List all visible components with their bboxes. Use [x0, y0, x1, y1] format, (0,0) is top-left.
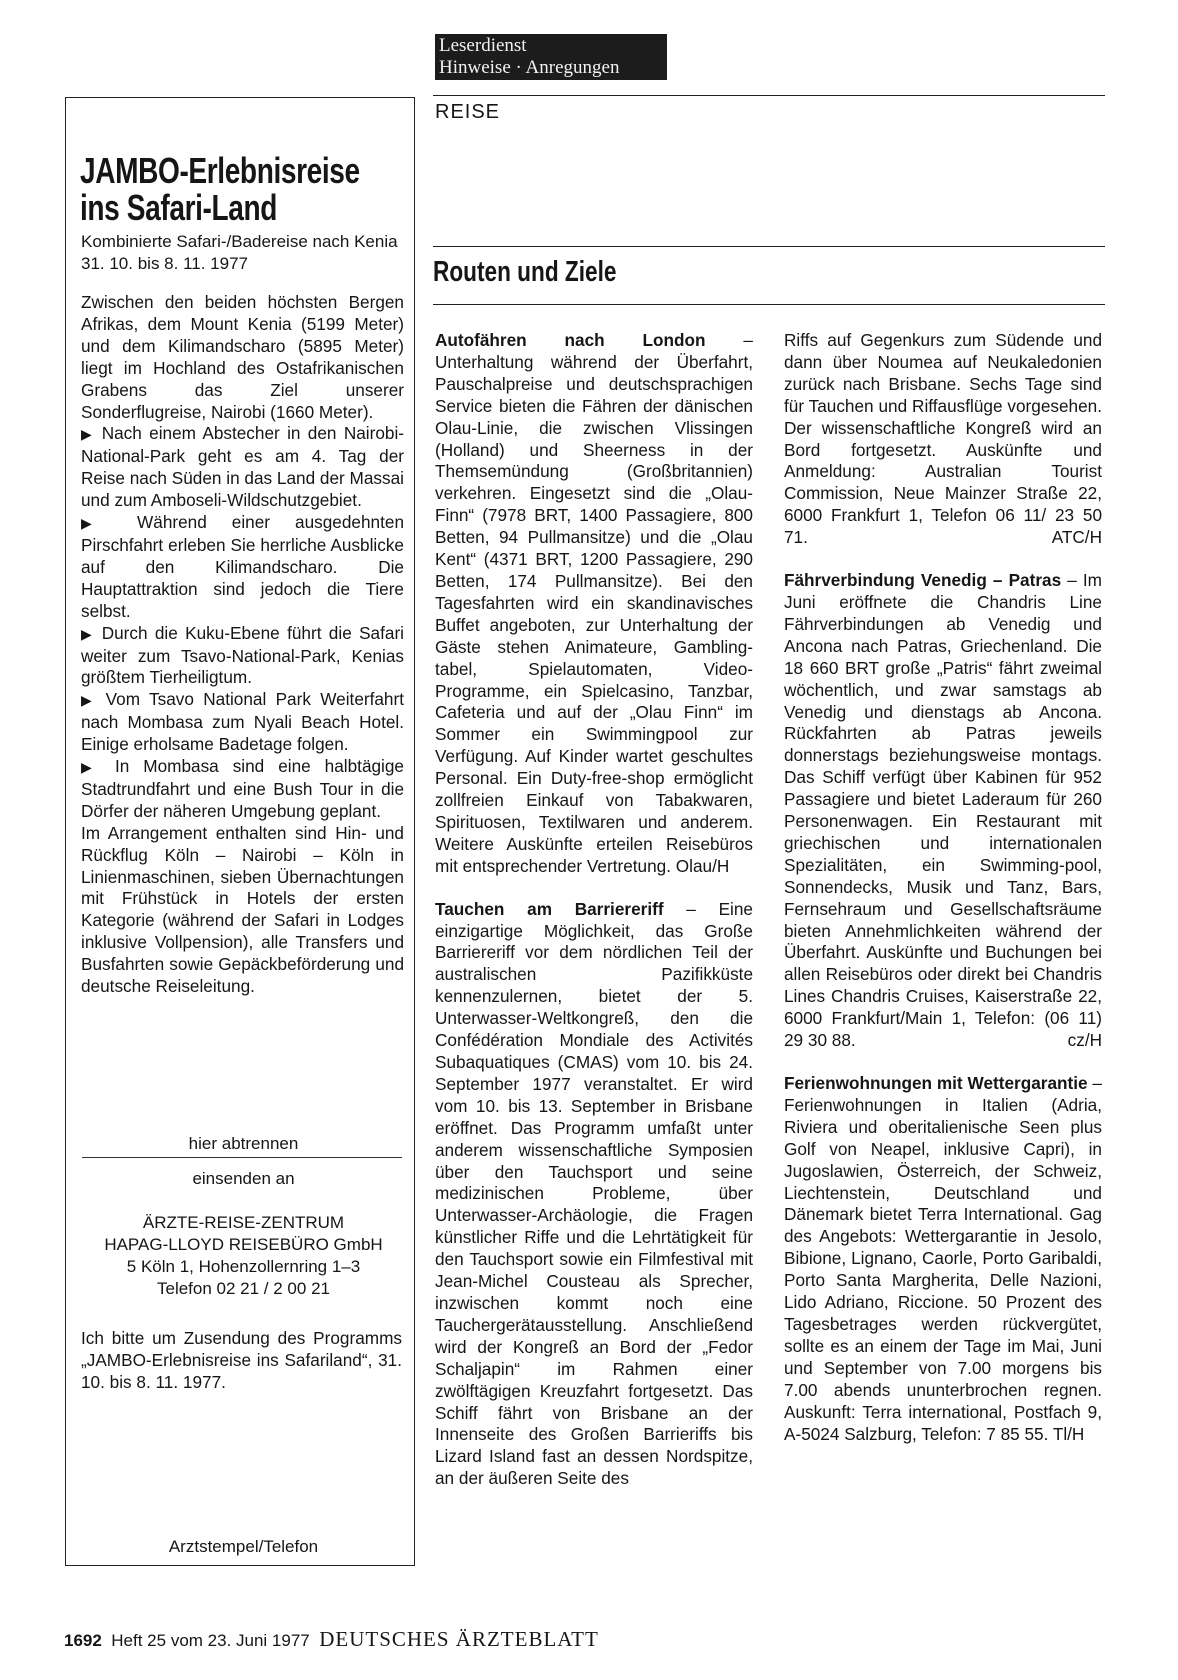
header-rule [433, 95, 1105, 96]
offer-bullet-text: Nach einem Abstecher in den Nairobi-National-Park geht es am 4. Tag der Reise nach Süden in das Land der Massai und zum Amboseli-Wildschutzgebiet. [81, 423, 404, 511]
article-tauchen-continued [784, 330, 1102, 549]
cut-line [82, 1157, 402, 1158]
section-top-rule [433, 246, 1105, 247]
article-column-2 [784, 330, 1102, 1466]
offer-arrangement: Im Arrangement enthalten sind Hin- und Rückflug Köln – Nairobi – Köln in Linienmaschinen, sieben Übernachtungen mit Frühstück in Hotels der ersten Kategorie (während der Safari in Lodges inklusive Vollpension), alle Transfers und Busfahrten sowie Gepäckbeförderung und deutsche Reiseleitung. [81, 822, 404, 997]
article-autofaehren [435, 330, 753, 878]
article-sign: cz/H [1067, 1030, 1102, 1051]
leserdienst-label-line2: Hinweise · Anregungen [439, 57, 620, 78]
section-bottom-rule [433, 304, 1105, 305]
cut-here-label: hier abtrennen [188, 1134, 299, 1153]
triangle-bullet-icon: ▶ [81, 426, 95, 443]
article-faehrverbindung [784, 570, 1102, 1052]
offer-title-line1: JAMBO-Erlebnisreise [80, 150, 360, 191]
offer-bullet [81, 512, 404, 623]
offer-title-line2: ins Safari-Land [80, 187, 277, 228]
section-label: REISE [435, 101, 501, 123]
offer-intro: Zwischen den beiden höchsten Bergen Afrikas, dem Mount Kenia (5199 Meter) und dem Kilimandscharo (5895 Meter) liegt im Hochland des Ostafrikanischen Grabens das Ziel unserer Sonderflugreise, Nairobi (1660 Meter). [81, 292, 404, 422]
journal-name: DEUTSCHES ÄRZTEBLATT [319, 1627, 599, 1651]
page-footer [64, 1627, 599, 1652]
article-heading: Fährverbindung Venedig – Patras [784, 570, 1062, 591]
offer-bullet-text: Vom Tsavo National Park Weiterfahrt nach Mombasa zum Nyali Beach Hotel. Einige erholsame Badetage folgen. [81, 689, 404, 755]
address-line: HAPAG-LLOYD REISEBÜRO GmbH [104, 1235, 383, 1254]
leserdienst-label-line1: Leserdienst [439, 35, 527, 56]
offer-bullet [81, 423, 404, 512]
offer-bullet-text: Während einer ausgedehnten Pirschfahrt erleben Sie herrliche Ausblicke auf den Kilimandscharo. Die Hauptattraktion sind jedoch die Tiere selbst. [81, 512, 404, 621]
offer-bullet [81, 689, 404, 756]
address-line: Telefon 02 21 / 2 00 21 [157, 1279, 330, 1298]
offer-title [80, 150, 360, 228]
offer-bullet-text: Durch die Kuku-Ebene führt die Safari weiter zum Tsavo-National-Park, Kenias größtem Tierheiligtum. [81, 622, 404, 688]
offer-bullet [81, 623, 404, 690]
article-text: – Im Juni eröffnete die Chandris Line Fährverbindungen ab Venedig und Ancona nach Patras, Griechenland. Die 18 660 BRT große „Patris“ fährt zweimal wöchentlich, und zwar samstags ab Venedig und dienstags ab Ancona. Rückfahrten ab Patras jeweils donnerstags beziehungsweise montags. Das Schiff verfügt über Kabinen für 952 Passagiere und bietet Laderaum für 260 Personenwagen. Ein Restaurant mit griechischen und internationalen Spezialitäten, ein Swimming-pool, Sonnendecks, Musik und Tanz, Bars, Fernsehraum und Gesellschaftsräume bieten Annehmlichkeiten während der Überfahrt. Auskünfte und Buchungen bei allen Reisebüros oder direkt bei Chandris Lines Chandris Cruises, Kaiserstraße 22, 6000 Frankfurt/Main 1, Telefon: (06 11) 29 30 88. [784, 570, 1102, 1051]
address-line: ÄRZTE-REISE-ZENTRUM [142, 1213, 345, 1232]
article-heading: Autofähren nach London [435, 330, 706, 350]
offer-body [81, 292, 404, 998]
section-title: Routen und Ziele [433, 256, 617, 288]
send-to-label: einsenden an [192, 1169, 295, 1188]
offer-bullet [81, 756, 404, 823]
article-tauchen [435, 899, 753, 1490]
article-sign: ATC/H [1051, 527, 1102, 548]
article-heading: Ferienwohnungen mit Wettergarantie [784, 1073, 1088, 1093]
article-ferienwohnungen [784, 1073, 1102, 1445]
triangle-bullet-icon: ▶ [81, 515, 113, 532]
triangle-bullet-icon: ▶ [81, 759, 101, 776]
article-text: – Ferienwohnungen in Italien (Adria, Riviera und oberitalienische Seen plus Golf von Neapel, inklusive Capri), in Jugoslawien, Österreich, der Schweiz, Liechtenstein, Deutschland und Dänemark bietet Terra International. Gag des Angebots: Wettergarantie in Jesolo, Bibione, Lignano, Caorle, Porto Garibaldi, Porto Santa Margherita, Delle Nazioni, Lido Adriano, Riccione. 50 Prozent des Tagesbetrages werden rückvergütet, sollte es an einem der Tage im Mai, Juni und September von 7.00 morgens bis 7.00 abends ununterbrochen regnen. Auskunft: Terra international, Postfach 9, A-5024 Salzburg, Telefon: 7 85 55. [784, 1073, 1102, 1444]
recipient-address [81, 1212, 406, 1300]
offer-bullet-text: In Mombasa sind eine halbtägige Stadtrundfahrt und eine Bush Tour in die Dörfer der näheren Umgebung geplant. [81, 756, 404, 821]
issue-info: Heft 25 vom 23. Juni 1977 [111, 1631, 310, 1650]
article-text: – Eine einzigartige Möglichkeit, das Große Barriereriff vor dem nördlichen Teil der australischen Pazifikküste kennenzulernen, bietet der 5. Unterwasser-Weltkongreß, den die Confédération Mondiale des Activités Subaquatiques (CMAS) vom 10. bis 24. September 1977 veranstaltet. Er wird vom 10. bis 13. September in Brisbane eröffnet. Das Programm umfaßt unter anderem wissenschaftliche Symposien über den Tauchsport und seine medizinischen Probleme, über Unterwasser-Archäologie, die Fragen künstlicher Riffe und die Lehrtätigkeit für den Tauchsport sowie ein Filmfestival mit Jean-Michel Cousteau als Sprecher, inzwischen kommt noch eine Tauchergerätausstellung. Anschließend wird der Kongreß an Bord der „Fedor Schaljapin“ im Rahmen einer zwölftägigen Kreuzfahrt fortgesetzt. Das Schiff fährt von Brisbane an der Innenseite des Großen Barrieriffs bis Lizard Island fast an dessen Nordspitze, an der äußeren Seite des [435, 898, 753, 1489]
article-sign: Olau/H [675, 855, 730, 876]
article-column-1 [435, 330, 753, 1511]
offer-subtitle: Kombinierte Safari-/Badereise nach Kenia 31. 10. bis 8. 11. 1977 [81, 232, 398, 273]
triangle-bullet-icon: ▶ [81, 692, 97, 709]
leserdienst-label [435, 34, 667, 80]
triangle-bullet-icon: ▶ [81, 625, 95, 642]
article-text: – Unterhaltung während der Überfahrt, Pauschalpreise und deutschsprachigen Service bieten die Fähren der dänischen Olau-Linie, die zwischen Vlissingen (Holland) und Sheerness in der Themsemündung (Großbritannien) verkehren. Eingesetzt sind die „Olau-Finn“ (7978 BRT, 1400 Passagiere, 800 Betten, 94 Pullmansitze) und die „Olau Kent“ (4371 BRT, 1200 Passagiere, 290 Betten, 174 Pullmansitze). Bei den Tagesfahrten wird ein skandinavisches Buffet angeboten, zur Unterhaltung der Gäste stehen Animateure, Gambling-tabel, Spielautomaten, Video-Programme, ein Spielcasino, Tanzbar, Cafeteria und auf der „Olau Finn“ im Sommer ein Swimmingpool zur Verfügung. Auf Kinder wartet geschultes Personal. Ein Duty-free-shop ermöglicht zollfreien Einkauf von Tabakwaren, Spirituosen, Textilwaren und anderem. Weitere Auskünfte erteilen Reisebüros mit entsprechender Vertretung. [435, 330, 753, 876]
article-heading: Tauchen am Barriereriff [435, 898, 664, 919]
address-line: 5 Köln 1, Hohenzollernring 1–3 [126, 1257, 361, 1276]
article-sign: Tl/H [1052, 1423, 1085, 1444]
page-number: 1692 [64, 1631, 102, 1650]
article-text: Riffs auf Gegenkurs zum Südende und dann über Noumea auf Neukaledonien zurück nach Brisbane. Sechs Tage sind für Tauchen und Riffausflüge vorgesehen. Der wissenschaftliche Kongreß wird an Bord fortgesetzt. Auskünfte und Anmeldung: Australian Tourist Commission, Neue Mainzer Straße 22, 6000 Frankfurt 1, Telefon 06 11/ 23 50 71. [784, 330, 1102, 548]
stamp-label: Arztstempel/Telefon [168, 1537, 319, 1556]
request-text: Ich bitte um Zusendung des Programms „JAMBO-Erlebnisreise ins Safariland“, 31. 10. bis 8. 11. 1977. [81, 1328, 402, 1392]
